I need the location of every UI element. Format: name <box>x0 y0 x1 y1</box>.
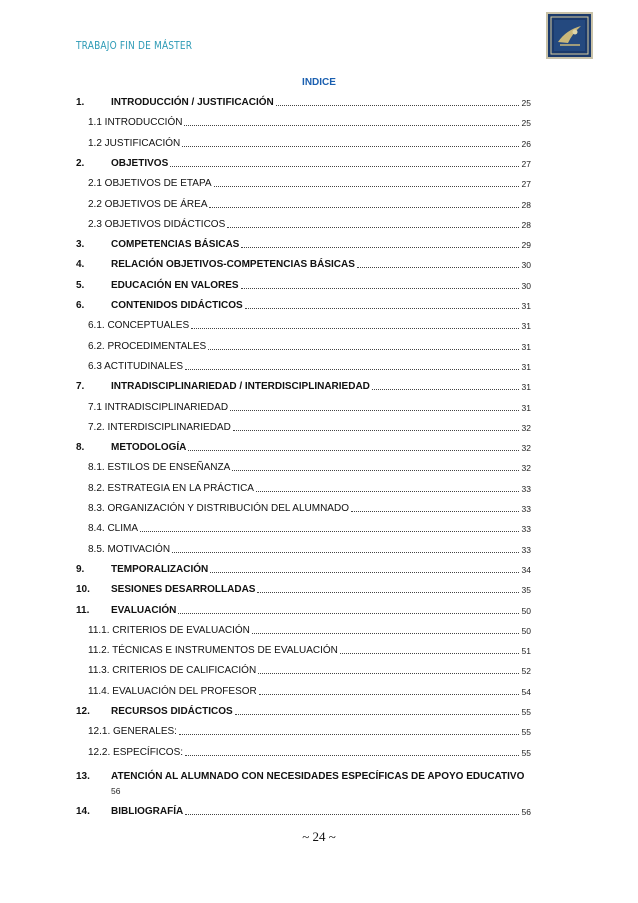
toc-entry-number: 13. <box>76 771 90 782</box>
toc-entry-number: 11. <box>76 604 90 616</box>
toc-entry <box>88 663 531 677</box>
toc-leader-dots <box>340 652 519 654</box>
toc-entry-label: 7.2. INTERDISCIPLINARIEDAD <box>88 421 231 433</box>
toc-leader-dots <box>182 145 518 147</box>
toc-entry-label: ATENCIÓN AL ALUMNADO CON NECESIDADES ESPECÍFICAS DE APOYO EDUCATIVO <box>111 771 525 782</box>
toc-entry <box>88 136 531 150</box>
toc-entry-page: 31 <box>521 341 531 352</box>
toc-entry-label: RECURSOS DIDÁCTICOS <box>111 706 233 717</box>
toc-leader-dots <box>172 551 518 553</box>
toc-entry-page: 33 <box>521 524 531 535</box>
toc-entry-label: 11.2. TÉCNICAS E INSTRUMENTOS DE EVALUACIÓN <box>88 645 338 657</box>
toc-leader-dots <box>241 246 518 248</box>
toc-leader-dots <box>210 571 518 573</box>
toc-leader-dots <box>184 124 518 126</box>
toc-entry <box>88 684 531 698</box>
toc-entry <box>88 481 531 495</box>
page-number-footer: ~ 24 ~ <box>302 829 336 844</box>
toc-entry-number: 10. <box>76 584 90 596</box>
toc-leader-dots <box>140 530 519 532</box>
toc-entry-page: 31 <box>521 301 531 311</box>
toc-leader-dots <box>209 206 518 208</box>
toc-entry <box>76 562 531 576</box>
toc-entry-page: 52 <box>521 666 531 677</box>
toc-entry-page: 50 <box>521 605 531 616</box>
toc-entry-label: 12.2. ESPECÍFICOS: <box>88 746 184 758</box>
toc-entry-number: 14. <box>76 806 90 817</box>
index-title: INDICE <box>302 77 336 88</box>
toc-entry <box>76 603 531 617</box>
toc-entry-page: 25 <box>521 118 531 129</box>
toc-entry <box>88 339 531 353</box>
toc-entry-number: 12. <box>76 706 90 717</box>
toc-entry-label: COMPETENCIAS BÁSICAS <box>111 239 240 251</box>
toc-entry-label: RELACIÓN OBJETIVOS-COMPETENCIAS BÁSICAS <box>111 259 355 271</box>
toc-entry-number: 4. <box>76 259 85 271</box>
toc-entry <box>88 745 531 759</box>
toc-entry <box>88 542 531 556</box>
toc-leader-dots <box>230 409 518 411</box>
toc-leader-dots <box>258 672 518 674</box>
toc-entry-page: 28 <box>521 219 531 230</box>
toc-entry-page: 33 <box>521 504 531 514</box>
toc-entry <box>88 460 531 474</box>
toc-entry-label: CONTENIDOS DIDÁCTICOS <box>111 300 243 311</box>
toc-entry <box>76 704 531 718</box>
toc-leader-dots <box>191 327 518 329</box>
toc-entry-page: 28 <box>521 199 531 210</box>
toc-entry <box>88 217 531 231</box>
toc-leader-dots <box>245 307 519 309</box>
toc-leader-dots <box>188 449 518 451</box>
toc-leader-dots <box>227 226 518 228</box>
toc-entry <box>88 724 531 738</box>
toc-leader-dots <box>252 632 519 634</box>
toc-entry-label: 6.2. PROCEDIMENTALES <box>88 340 207 352</box>
university-seal-logo <box>546 12 593 59</box>
toc-entry-number: 2. <box>76 157 85 169</box>
toc-leader-dots <box>357 266 519 268</box>
toc-entry-label: EDUCACIÓN EN VALORES <box>111 279 239 291</box>
toc-entry-label: SESIONES DESARROLLADAS <box>111 584 256 596</box>
toc-entry-label: 6.1. CONCEPTUALES <box>88 320 190 332</box>
toc-entry-14 <box>76 804 531 818</box>
toc-leader-dots <box>185 813 518 815</box>
toc-leader-dots <box>351 510 519 512</box>
toc-entry <box>88 197 531 211</box>
toc-entry-label: 8.3. ORGANIZACIÓN Y DISTRIBUCIÓN DEL ALUMNADO <box>88 503 349 514</box>
toc-leader-dots <box>257 591 518 593</box>
toc-entry-label: OBJETIVOS <box>111 157 169 169</box>
toc-entry-page: 32 <box>521 422 531 433</box>
toc-entry-page: 54 <box>521 686 531 697</box>
toc-entry-label: 2.3 OBJETIVOS DIDÁCTICOS <box>88 218 226 230</box>
toc-leader-dots <box>185 368 519 370</box>
toc-entry <box>76 298 531 312</box>
toc-entry-label: EVALUACIÓN <box>111 604 177 616</box>
toc-entry-page: 32 <box>521 443 531 454</box>
toc-entry-label: INTRADISCIPLINARIEDAD / INTERDISCIPLINARIEDAD <box>111 381 370 393</box>
toc-entry-label: TEMPORALIZACIÓN <box>111 563 209 575</box>
toc-entry-label: BIBLIOGRAFÍA <box>111 806 184 817</box>
toc-entry-page: 31 <box>521 402 531 413</box>
toc-entry <box>76 257 531 271</box>
toc-entry <box>88 643 531 657</box>
toc-leader-dots <box>178 612 518 614</box>
toc-entry-number: 8. <box>76 442 85 454</box>
toc-leader-dots <box>233 429 519 431</box>
toc-entry-page: 56 <box>111 786 121 796</box>
toc-entry-number: 9. <box>76 563 85 575</box>
toc-entry-page: 34 <box>521 564 531 575</box>
toc-entry-label: 2.1 OBJETIVOS DE ETAPA <box>88 178 212 190</box>
toc-entry-page: 56 <box>521 807 531 817</box>
toc-leader-dots <box>235 713 519 715</box>
toc-entry <box>76 237 531 251</box>
toc-entry <box>88 420 531 434</box>
toc-entry-label: INTRODUCCIÓN / JUSTIFICACIÓN <box>111 97 274 108</box>
toc-entry-label: 7.1 INTRADISCIPLINARIEDAD <box>88 401 229 413</box>
toc-entry-label: 2.2 OBJETIVOS DE ÁREA <box>88 198 208 210</box>
toc-entry-page: 27 <box>521 158 531 169</box>
toc-entry-label: 11.3. CRITERIOS DE CALIFICACIÓN <box>88 665 257 677</box>
toc-entry-page: 31 <box>521 321 531 332</box>
toc-entry-number: 7. <box>76 381 85 393</box>
toc-entry-number: 6. <box>76 300 85 311</box>
toc-entry-label: 8.4. CLIMA <box>88 523 139 535</box>
toc-entry-label: 8.2. ESTRATEGIA EN LA PRÁCTICA <box>88 482 254 494</box>
toc-entry <box>76 156 531 170</box>
toc-entry <box>88 501 531 515</box>
toc-entry-page: 50 <box>521 625 531 636</box>
toc-entry <box>88 400 531 414</box>
toc-leader-dots <box>214 185 519 187</box>
toc-entry <box>76 95 531 109</box>
toc-leader-dots <box>241 287 519 289</box>
toc-entry-label: 1.1 INTRODUCCIÓN <box>88 117 183 129</box>
toc-entry-page: 35 <box>521 585 531 596</box>
toc-entry-page: 31 <box>521 361 531 372</box>
toc-entry-page: 55 <box>521 747 531 758</box>
toc-entry-number: 1. <box>76 97 85 108</box>
toc-entry-page: 25 <box>521 98 531 108</box>
toc-entry-page: 51 <box>521 646 531 657</box>
toc-entry <box>88 359 531 373</box>
toc-entry-page: 31 <box>521 382 531 393</box>
toc-entry <box>76 440 531 454</box>
toc-leader-dots <box>170 165 518 167</box>
toc-leader-dots <box>208 348 518 350</box>
toc-entry-page: 30 <box>521 260 531 271</box>
toc-entry-page: 55 <box>521 707 531 717</box>
toc-entry-page: 30 <box>521 280 531 291</box>
toc-entry-label: 8.5. MOTIVACIÓN <box>88 543 171 555</box>
toc-entry-page: 32 <box>521 463 531 474</box>
toc-entry <box>76 379 531 393</box>
toc-entry <box>76 582 531 596</box>
toc-entry-number: 5. <box>76 279 85 291</box>
toc-leader-dots <box>232 469 518 471</box>
toc-entry-page: 55 <box>521 727 531 738</box>
toc-entry-label: 6.3 ACTITUDINALES <box>88 360 184 372</box>
toc-entry-page: 33 <box>521 483 531 494</box>
toc-entry-number: 3. <box>76 239 85 251</box>
toc-entry-label: METODOLOGÍA <box>111 442 187 454</box>
toc-entry-label: 8.1. ESTILOS DE ENSEÑANZA <box>88 462 231 474</box>
toc-entry-page: 29 <box>521 240 531 251</box>
toc-entry-page: 26 <box>521 138 531 149</box>
toc-entry-label: 1.2 JUSTIFICACIÓN <box>88 137 181 149</box>
document-header-title: TRABAJO FIN DE MÁSTER <box>76 39 193 52</box>
toc-entry-page: 27 <box>521 179 531 190</box>
toc-entry <box>88 623 531 637</box>
toc-leader-dots <box>185 754 518 756</box>
toc-leader-dots <box>179 733 519 735</box>
toc-entry <box>88 318 531 332</box>
toc-entry-label: 12.1. GENERALES: <box>88 726 177 738</box>
toc-entry <box>88 115 531 129</box>
toc-leader-dots <box>276 104 519 106</box>
toc-entry <box>76 278 531 292</box>
toc-leader-dots <box>256 490 519 492</box>
toc-leader-dots <box>259 693 519 695</box>
toc-entry <box>88 521 531 535</box>
toc-entry-label: 11.4. EVALUACIÓN DEL PROFESOR <box>88 685 257 697</box>
toc-entry-page: 33 <box>521 544 531 555</box>
toc-entry-label: 11.1. CRITERIOS DE EVALUACIÓN <box>88 624 250 636</box>
toc-leader-dots <box>372 388 519 390</box>
toc-entry <box>88 176 531 190</box>
toc-entry-13 <box>76 771 566 796</box>
